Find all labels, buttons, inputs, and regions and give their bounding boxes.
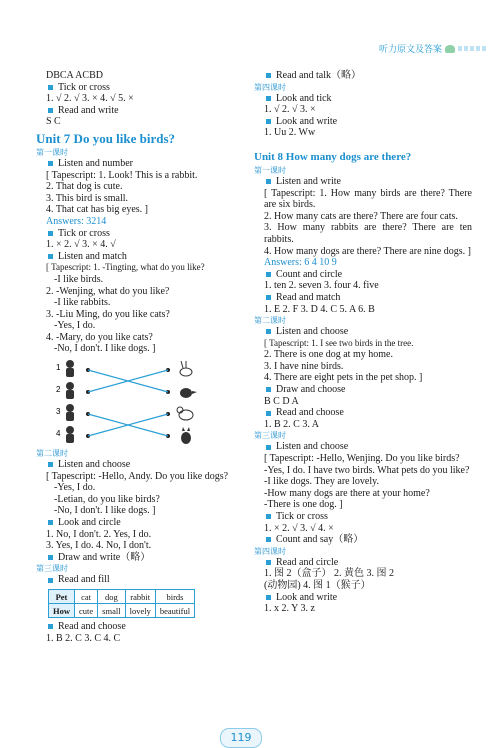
bullet-icon <box>48 231 53 236</box>
listening-icon <box>445 45 455 53</box>
section-heading: Tick or cross <box>254 511 472 523</box>
tapescript-line: -Letian, do you like birds? <box>54 493 160 505</box>
bullet-icon <box>266 560 271 565</box>
answer-line: 1. x 2. Y 3. z <box>264 603 315 615</box>
section-heading: Read and write <box>36 105 246 117</box>
answer-line: 1. No, I don't. 2. Yes, I do. <box>46 528 152 540</box>
period-label: 第四课时 <box>254 546 286 556</box>
tapescript-line: 3. I have nine birds. <box>264 360 344 372</box>
section-heading: Count and circle <box>254 269 472 281</box>
section-heading: Listen and number <box>36 158 246 170</box>
period-label: 第三课时 <box>36 564 68 574</box>
answer-line: 1. E 2. F 3. D 4. C 5. A 6. B <box>264 303 375 315</box>
period-label: 第一课时 <box>36 147 68 157</box>
section-heading: Listen and choose <box>36 459 246 471</box>
section-heading: Read and choose <box>36 621 246 633</box>
bullet-icon <box>48 85 53 90</box>
tapescript-line: -No, I don't. I like dogs. ] <box>54 343 156 355</box>
match-label: 3 <box>56 407 61 417</box>
rabbit-icon <box>180 361 192 376</box>
bullet-icon <box>266 96 271 101</box>
match-label: 1 <box>56 363 61 373</box>
section-heading: Look and circle <box>36 517 246 529</box>
section-heading: Read and match <box>254 292 472 304</box>
table-row <box>49 604 195 618</box>
tapescript-para: 3. How many rabbits are there? There are ten rabbits. <box>264 222 472 245</box>
tapescript-line: -No, I don't. I like dogs. ] <box>54 505 156 517</box>
answer-line: B C D A <box>264 395 299 407</box>
answer-line: 1. ten 2. seven 3. four 4. five <box>264 280 379 292</box>
matching-diagram <box>36 358 226 446</box>
section-heading: Read and choose <box>254 407 472 419</box>
table-cell: small <box>98 604 125 618</box>
answer-line: 1. √ 2. √ 3. × 4. √ 5. × <box>46 93 134 105</box>
tapescript-para: [ Tapescript: -Hello, Wenjing. Do you like birds? <box>264 453 460 465</box>
section-heading: Draw and choose <box>254 384 472 396</box>
tapescript-line: 4. -Mary, do you like cats? <box>46 331 153 343</box>
answer-line: 1. √ 2. √ 3. × <box>264 104 316 116</box>
section-heading: Look and write <box>254 116 472 128</box>
table-cell: lovely <box>125 604 155 618</box>
tapescript-para: -How many dogs are there at your home? <box>264 487 430 499</box>
tapescript-line: 2. There is one dog at my home. <box>264 349 393 361</box>
tapescript-line: -I like rabbits. <box>54 297 111 309</box>
header-tag <box>379 42 488 55</box>
bullet-icon <box>266 179 271 184</box>
tapescript-para: -There is one dog. ] <box>264 499 343 511</box>
bullet-icon <box>266 119 271 124</box>
table-cell: beautiful <box>155 604 194 618</box>
period-label: 第三课时 <box>254 431 286 441</box>
tapescript-para: -I like dogs. They are lovely. <box>264 476 379 488</box>
match-label: 4 <box>56 429 61 439</box>
child-icon <box>66 404 74 421</box>
cat-icon <box>181 427 191 444</box>
tapescript-line: 3. This bird is small. <box>46 192 129 204</box>
tapescript-line: 3. -Liu Ming, do you like cats? <box>46 308 170 320</box>
child-icon <box>66 360 74 377</box>
tapescript-line: [ Tapescript: 1. I see two birds in the tree. <box>264 337 414 348</box>
table-cell: cat <box>75 590 98 604</box>
tapescript-line: [ Tapescript: 1. Look! This is a rabbit. <box>46 169 198 181</box>
bullet-icon <box>266 445 271 450</box>
tapescript-line: [ Tapescript: 1. -Tingting, what do you like? <box>46 262 205 273</box>
tapescript-line: -Yes, I do. <box>54 482 96 494</box>
page-number: 119 <box>220 728 262 748</box>
fill-table <box>48 589 195 618</box>
section-heading: Look and tick <box>254 93 472 105</box>
section-heading: Look and write <box>254 592 472 604</box>
child-icon <box>66 426 74 443</box>
left-column <box>36 70 246 644</box>
unit-title: Unit 7 Do you like birds? <box>36 130 176 146</box>
section-heading: Listen and match <box>36 251 246 263</box>
section-heading: Draw and write（略） <box>36 552 246 564</box>
match-label: 2 <box>56 385 61 395</box>
right-column <box>254 70 472 615</box>
bullet-icon <box>266 295 271 300</box>
bird-icon <box>180 388 197 398</box>
bullet-icon <box>48 254 53 259</box>
answer-line: (动物园) 4. 图 1（猴子） <box>264 579 371 591</box>
bullet-icon <box>266 411 271 416</box>
section-heading: Listen and write <box>254 176 472 188</box>
bullet-icon <box>266 329 271 334</box>
tapescript-line: 2. That dog is cute. <box>46 181 123 193</box>
answer-line: S C <box>46 116 61 128</box>
period-label: 第二课时 <box>254 316 286 326</box>
bullet-icon <box>48 624 53 629</box>
bullet-icon <box>48 161 53 166</box>
table-cell: Pet <box>49 590 75 604</box>
section-heading: Read and circle <box>254 557 472 569</box>
table-cell: How <box>49 604 75 618</box>
bullet-icon <box>48 555 53 560</box>
answer-line: 1. 图 2（盒子） 2. 黄色 3. 图 2 <box>264 568 394 580</box>
answer-line: 1. Uu 2. Ww <box>264 127 316 139</box>
section-heading: Tick or cross <box>36 228 246 240</box>
answer-line: 3. Yes, I do. 4. No, I don't. <box>46 540 152 552</box>
header-title: 听力原文及答案 <box>378 45 442 55</box>
tapescript-line: 4. That cat has big eyes. ] <box>46 204 149 216</box>
section-heading: Read and talk（略） <box>254 70 472 82</box>
bullet-icon <box>48 520 53 525</box>
unit-title: Unit 8 How many dogs are there? <box>254 150 412 163</box>
answer-line: 1. × 2. √ 3. × 4. √ <box>46 239 116 251</box>
section-heading: Read and fill <box>36 574 246 586</box>
bullet-icon <box>266 514 271 519</box>
bullet-icon <box>48 108 53 113</box>
answer-line: 1. × 2. √ 3. √ 4. × <box>264 522 334 534</box>
section-heading: Count and say（略） <box>254 534 472 546</box>
dog-icon <box>177 407 193 420</box>
bullet-icon <box>266 387 271 392</box>
answers-line: Answers: 3214 <box>46 215 107 227</box>
tapescript-line: [ Tapescript: -Hello, Andy. Do you like dogs? <box>46 470 229 482</box>
table-cell: cute <box>75 604 98 618</box>
tapescript-para: [ Tapescript: 1. How many birds are there? There are six birds. <box>264 187 472 211</box>
child-icon <box>66 382 74 399</box>
tapescript-line: -Yes, I do. <box>54 320 96 332</box>
matching-picture <box>36 358 246 446</box>
period-label: 第四课时 <box>254 82 286 92</box>
period-label: 第二课时 <box>36 449 68 459</box>
period-label: 第一课时 <box>254 165 286 175</box>
answer-line: 1. B 2. C 3. A <box>264 418 320 430</box>
table-cell: dog <box>98 590 125 604</box>
bullet-icon <box>266 595 271 600</box>
section-heading: Tick or cross <box>36 82 246 94</box>
tapescript-para: 2. How many cats are there? There are four cats. <box>264 210 458 222</box>
answer-line: DBCA ACBD <box>46 70 103 81</box>
answers-line: Answers: 6 4 10 9 <box>264 257 337 269</box>
tapescript-para: 4. How many dogs are there? There are nine dogs. ] <box>264 245 471 257</box>
bullet-icon <box>266 537 271 542</box>
header-dots <box>458 46 488 51</box>
bullet-icon <box>266 272 271 277</box>
bullet-icon <box>266 73 271 78</box>
tapescript-line: -I like birds. <box>54 273 104 285</box>
tapescript-line: 2. -Wenjing, what do you like? <box>46 285 170 297</box>
answer-line: 1. B 2. C 3. C 4. C <box>46 632 121 644</box>
table-row <box>49 590 195 604</box>
tapescript-para: -Yes, I do. I have two birds. What pets do you like? <box>264 464 470 476</box>
table-cell: rabbit <box>125 590 155 604</box>
bullet-icon <box>48 578 53 583</box>
section-heading: Listen and choose <box>254 441 472 453</box>
bullet-icon <box>48 462 53 467</box>
tapescript-line: 4. There are eight pets in the pet shop. ] <box>264 372 423 384</box>
table-cell: birds <box>155 590 194 604</box>
section-heading: Listen and choose <box>254 326 472 338</box>
